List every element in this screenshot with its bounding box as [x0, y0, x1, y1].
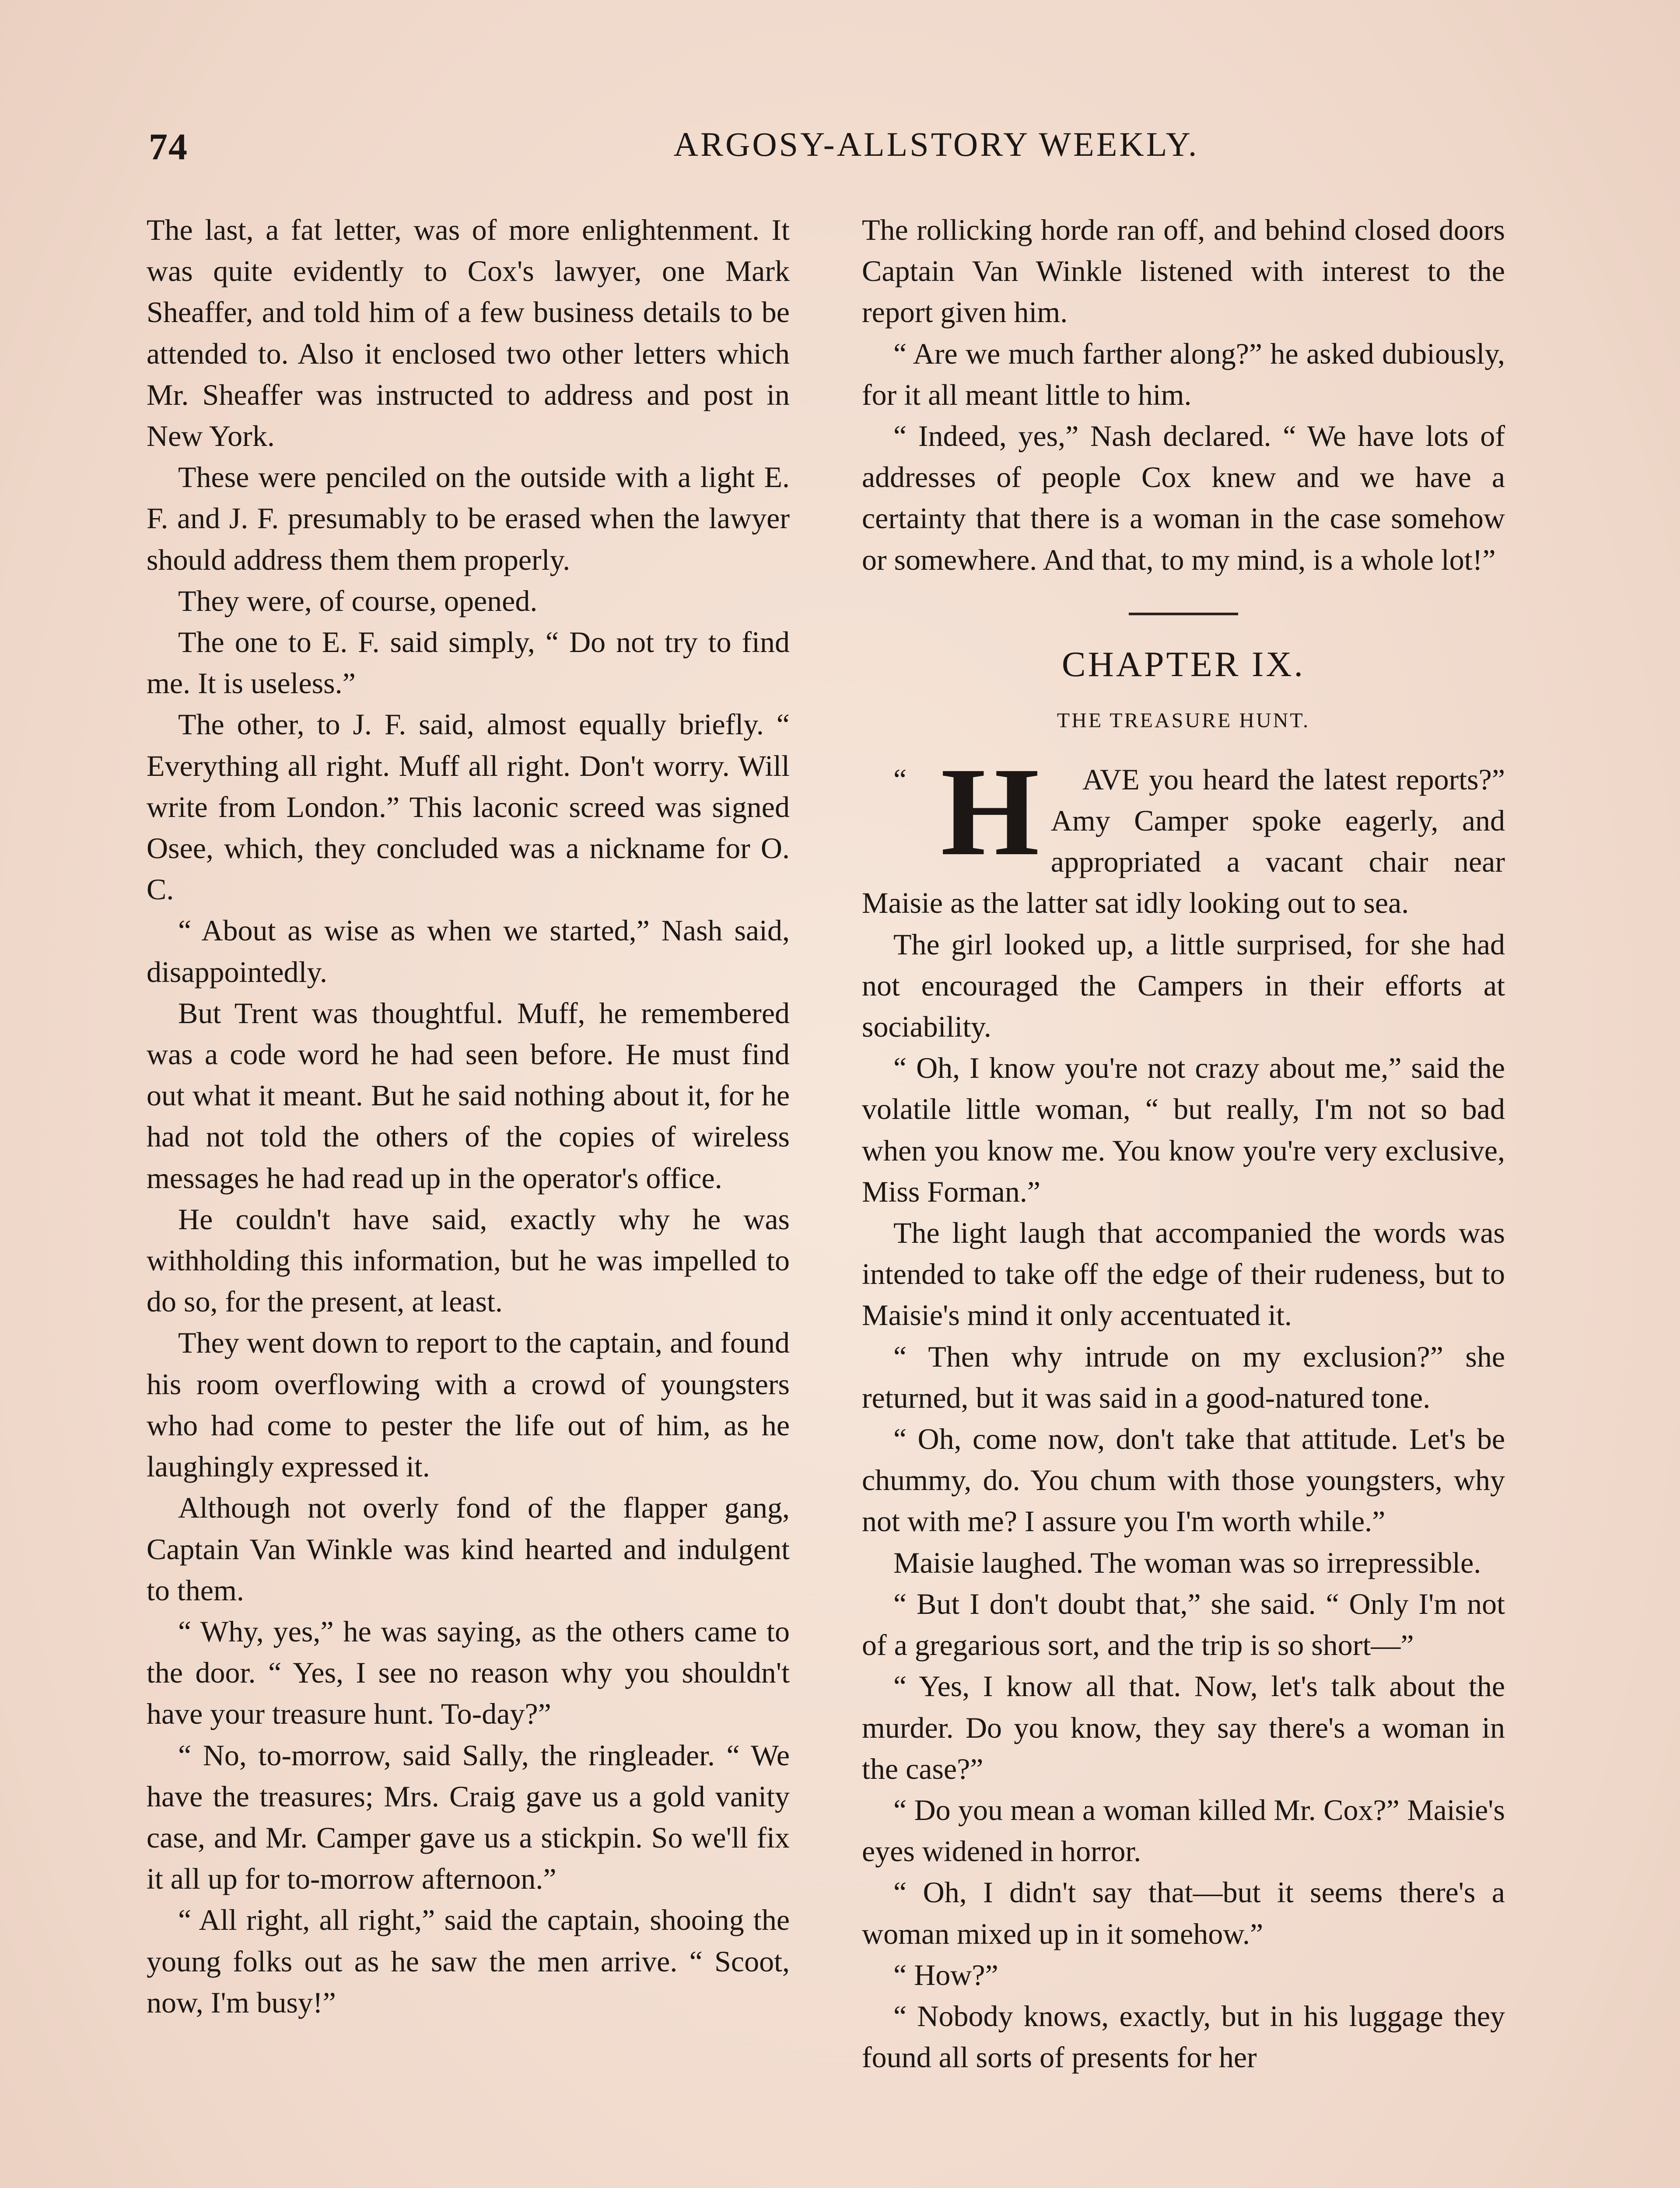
opening-quote: “	[893, 762, 907, 796]
chapter-title: CHAPTER IX.	[1061, 644, 1306, 684]
paragraph: The other, to J. F. said, almost equally briefly. “ Everything all right. Muff all right. Don't worry. Will write from London.” This laconic screed was signed Osee, which, they concluded was a nickname for O. C.	[147, 708, 790, 906]
page-number: 74	[149, 126, 188, 168]
paragraph: “ Nobody knows, exactly, but in his luggage they found all sorts of presents for her	[862, 1999, 1505, 2074]
paragraph: The rollicking horde ran off, and behind closed doors Captain Van Winkle listened with interest to the report given him.	[862, 213, 1505, 329]
paragraph: They were, of course, opened.	[178, 584, 538, 617]
drop-cap: H	[941, 741, 1040, 882]
paragraph: The light laugh that accompanied the words was intended to take off the edge of their rudeness, but to Maisie's mind it only accentuated it.	[862, 1216, 1505, 1332]
page-header	[149, 125, 1540, 173]
paragraph: “ No, to-morrow, said Sally, the ringleader. “ We have the treasures; Mrs. Craig gave us a gold vanity case, and Mr. Camper gave us a stickpin. So we'll fix it all up for to-morrow afternoon.”	[147, 1738, 790, 1896]
paragraph: But Trent was thoughtful. Muff, he remembered was a code word he had seen before. He must find out what it meant. But he said nothing about it, for he had not told the others of the copies of wireless messages he had read up in the operator's office.	[147, 996, 790, 1195]
paragraph: He couldn't have said, exactly why he was withholding this information, but he was impelled to do so, for the present, at least.	[147, 1202, 790, 1318]
paragraph: “ How?”	[893, 1958, 998, 1992]
paragraph: These were penciled on the outside with a light E. F. and J. F. presumably to be erased when the lawyer should address them them properly.	[147, 460, 790, 576]
paragraph: “ Yes, I know all that. Now, let's talk about the murder. Do you know, they say there's a woman in the case?”	[862, 1669, 1505, 1785]
paragraph: Maisie laughed. The woman was so irrepressible.	[893, 1546, 1481, 1579]
paragraph: “ Why, yes,” he was saying, as the others came to the door. “ Yes, I see no reason why you shouldn't have your treasure hunt. To-day?”	[147, 1614, 790, 1731]
chapter-opening-paragraph	[862, 741, 1505, 924]
paragraph: “ Indeed, yes,” Nash declared. “ We have lots of addresses of people Cox knew and we have a certainty that there is a woman in the case somehow or somewhere. And that, to my mind, is a whole lot!”	[862, 419, 1505, 576]
paragraph: “ Do you mean a woman killed Mr. Cox?” Maisie's eyes widened in horror.	[862, 1793, 1505, 1868]
paragraph: “ Then why intrude on my exclusion?” she returned, but it was said in a good-natured tone.	[862, 1339, 1505, 1414]
paragraph: The last, a fat letter, was of more enlightenment. It was quite evidently to Cox's lawyer, one Mark Sheaffer, and told him of a few business details to be attended to. Also it enclosed two other letters which Mr. Sheaffer was instructed to address and post in New York.	[147, 213, 790, 453]
running-head: ARGOSY-ALLSTORY WEEKLY.	[673, 125, 1199, 163]
paragraph: “ Oh, come now, don't take that attitude. Let's be chummy, do. You chum with those youngsters, why not with me? I assure you I'm worth while.”	[862, 1422, 1505, 1538]
paragraph: “ Oh, I know you're not crazy about me,” said the volatile little woman, “ but really, I'm not so bad when you know me. You know you're very exclusive, Miss Forman.”	[862, 1051, 1505, 1208]
paragraph: Although not overly fond of the flapper gang, Captain Van Winkle was kind hearted and indulgent to them.	[147, 1491, 790, 1607]
paragraph: The one to E. F. said simply, “ Do not try to find me. It is useless.”	[147, 625, 790, 700]
paragraph: “ Oh, I didn't say that—but it seems there's a woman mixed up in it somehow.”	[862, 1876, 1505, 1950]
chapter-subtitle: THE TREASURE HUNT.	[1057, 708, 1310, 732]
paragraph: “ All right, all right,” said the captain, shooing the young folks out as he saw the men arrive. “ Scoot, now, I'm busy!”	[147, 1903, 790, 2019]
paragraph: “ But I don't doubt that,” she said. “ Only I'm not of a gregarious sort, and the trip is so short—”	[862, 1587, 1505, 1662]
paragraph: The girl looked up, a little surprised, for she had not encouraged the Campers in their efforts at sociability.	[862, 927, 1505, 1044]
section-divider	[1129, 613, 1238, 615]
opening-text: AVE you heard the latest reports?” Amy Camper spoke eagerly, and appropriated a vacant chair near Maisie as the latter sat idly looking out to sea.	[862, 762, 1505, 920]
paragraph: “ Are we much farther along?” he asked dubiously, for it all meant little to him.	[862, 337, 1505, 411]
left-column	[147, 209, 790, 2023]
right-column	[862, 209, 1505, 2078]
paragraph: They went down to report to the captain, and found his room overflowing with a crowd of youngsters who had come to pester the life out of him, as he laughingly expressed it.	[147, 1326, 790, 1483]
paragraph: “ About as wise as when we started,” Nash said, disappointedly.	[147, 914, 790, 989]
